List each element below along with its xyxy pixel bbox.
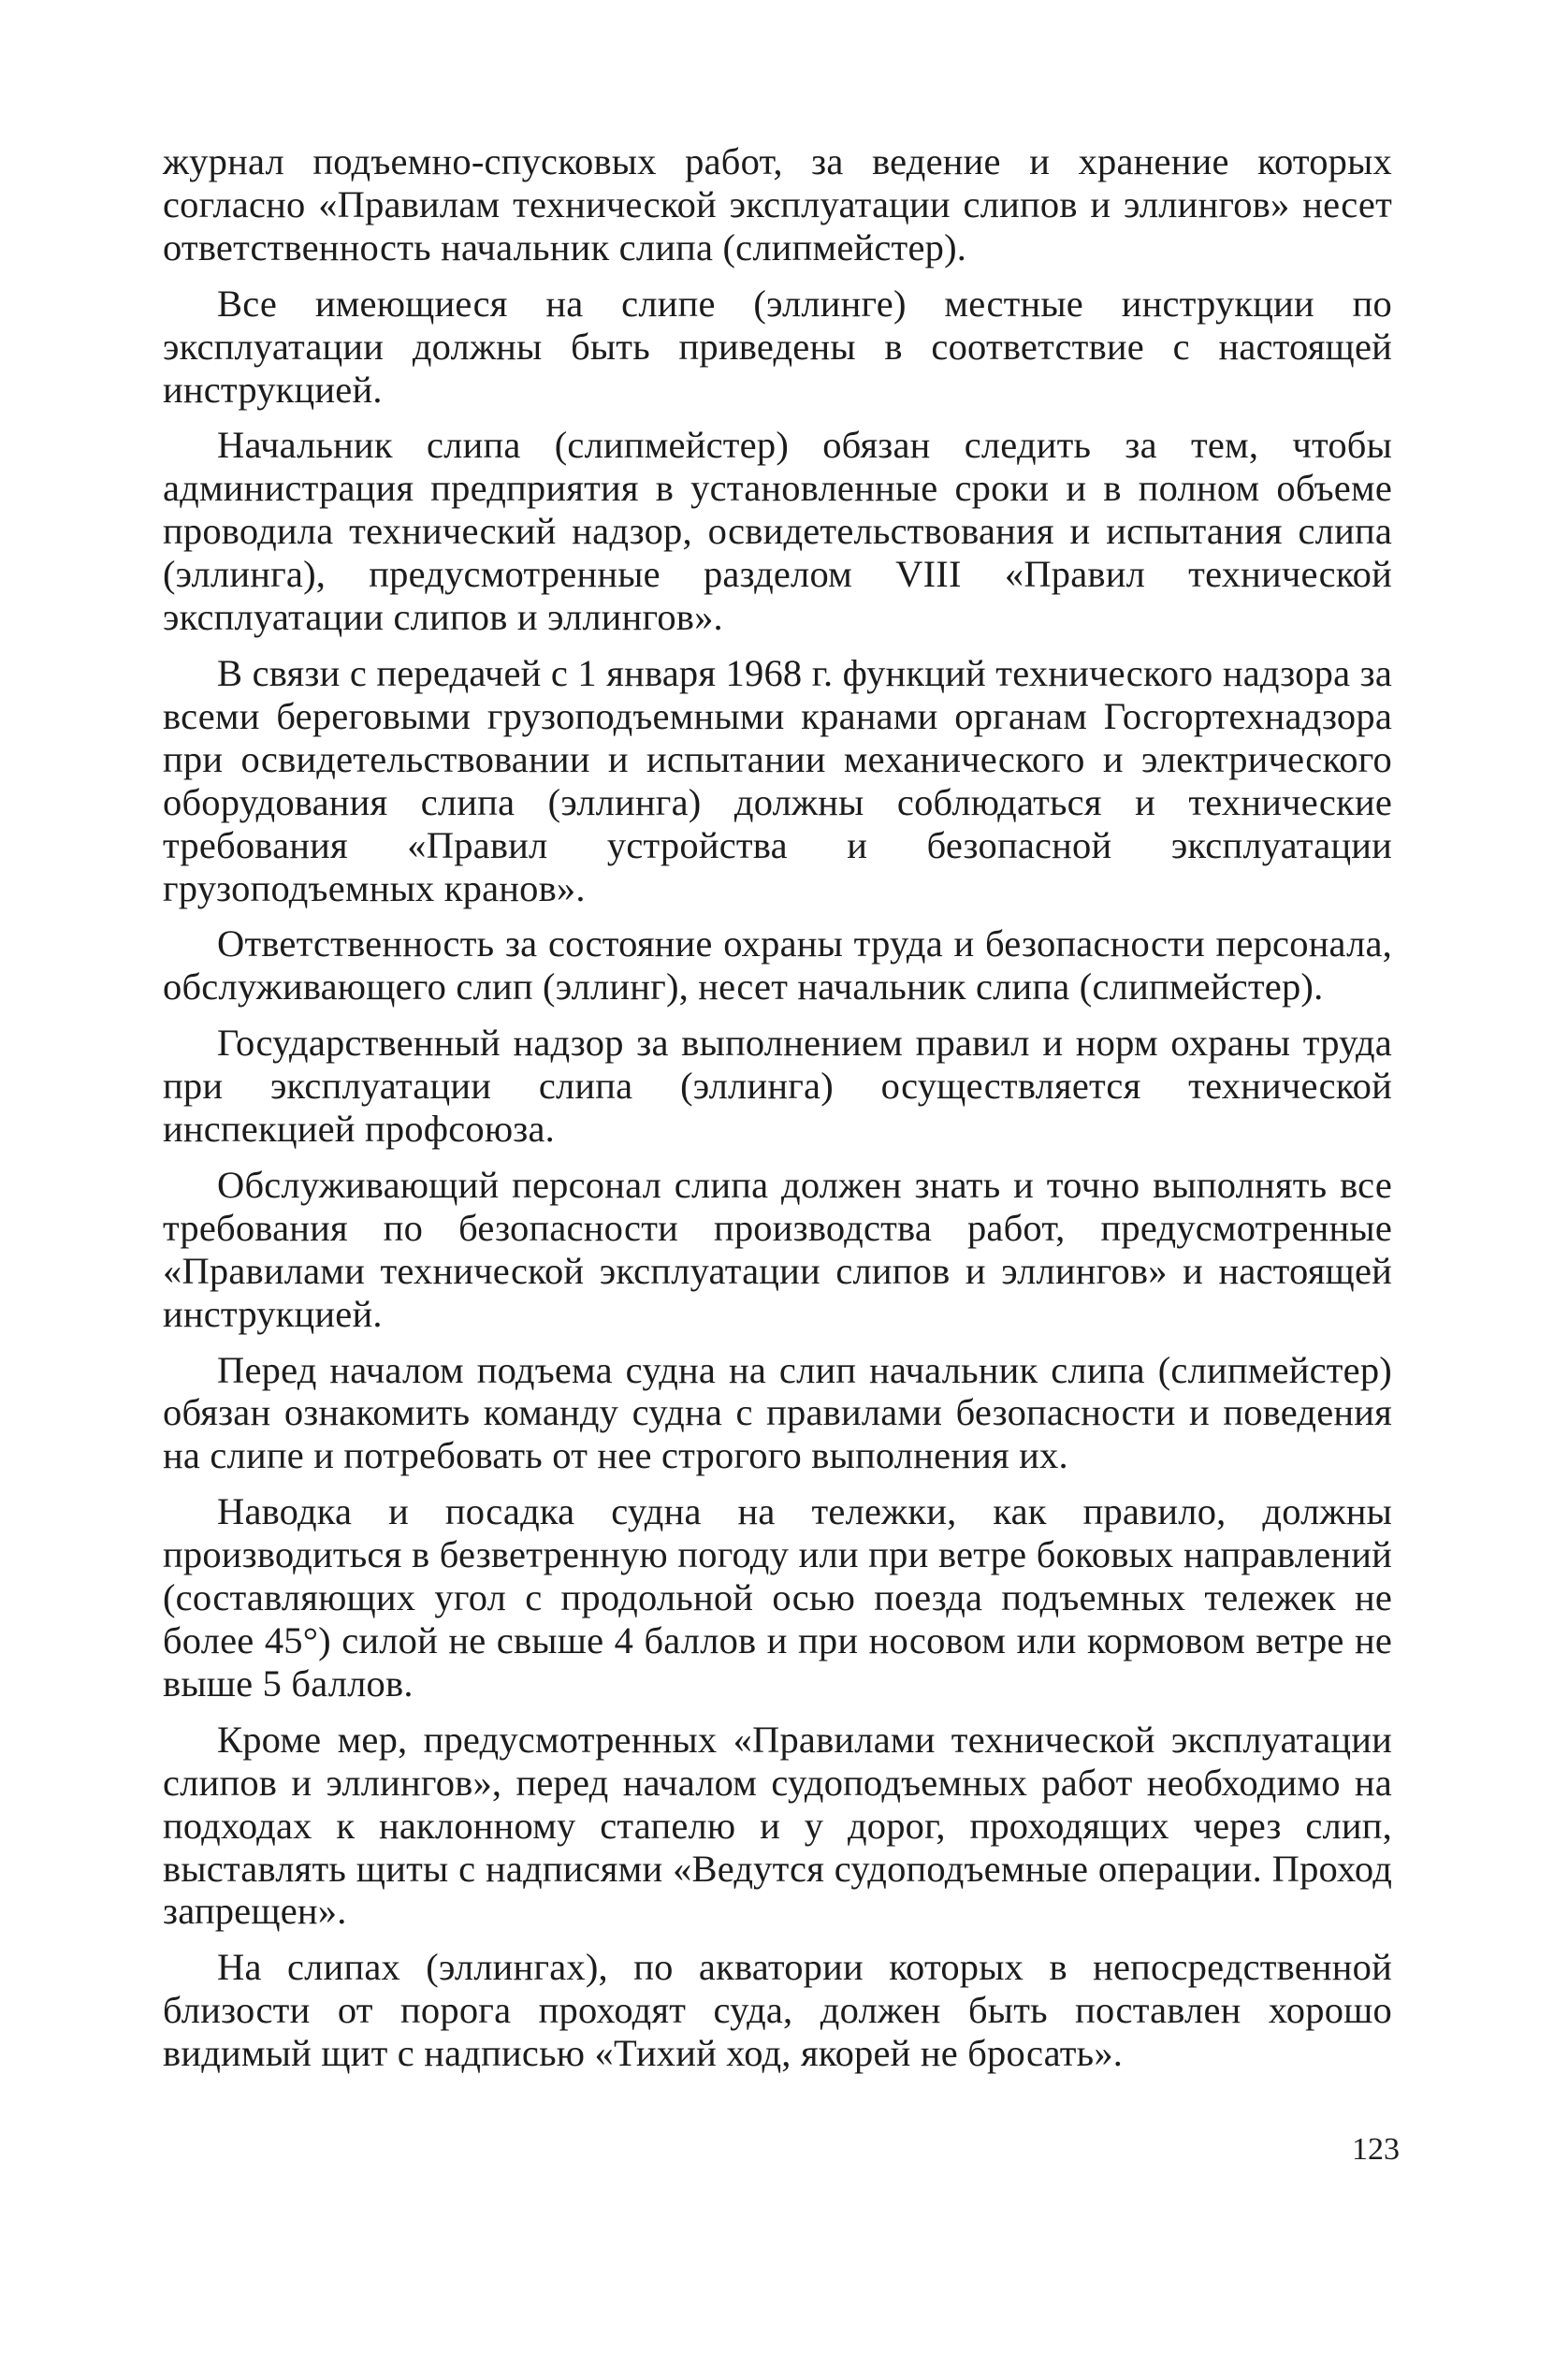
- paragraph-1: журнал подъемно-спусковых работ, за ведение и хранение которых согласно «Правилам технической эксплуатации слипов и эллингов» несет ответственность начальник слипа (слипмейстер).: [163, 140, 1392, 268]
- paragraph-11: На слипах (эллингах), по акватории которых в непосредственной близости от порога проходят суда, должен быть поставлен хорошо видимый щит с надписью «Тихий ход, якорей не бросать».: [163, 1946, 1392, 2075]
- paragraph-6: Государственный надзор за выполнением правил и норм охраны труда при эксплуатации слипа (эллинга) осуществляется технической инспекцией профсоюза.: [163, 1022, 1392, 1151]
- paragraph-10: Кроме мер, предусмотренных «Правилами технической эксплуатации слипов и эллингов», перед началом судоподъемных работ необходимо на подходах к наклонному стапелю и у дорог, проходящих через слип, выставлять щиты с надписями «Ведутся судоподъемные операции. Проход запрещен».: [163, 1718, 1392, 1933]
- paragraph-5: Ответственность за состояние охраны труда и безопасности персонала, обслуживающего слип (эллинг), несет начальник слипа (слипмейстер).: [163, 922, 1392, 1008]
- paragraph-8: Перед началом подъема судна на слип начальник слипа (слипмейстер) обязан ознакомить команду судна с правилами безопасности и поведения на слипе и потребовать от нее строгого выполнения их.: [163, 1348, 1392, 1477]
- page-body: [163, 140, 1392, 2088]
- paragraph-7: Обслуживающий персонал слипа должен знать и точно выполнять все требования по безопасности производства работ, предусмотренные «Правилами технической эксплуатации слипов и эллингов» и настоящей инструкцией.: [163, 1163, 1392, 1335]
- paragraph-9: Наводка и посадка судна на тележки, как правило, должны производиться в безветренную погоду или при ветре боковых направлений (составляющих угол с продольной осью поезда подъемных тележек не более 45°) силой не свыше 4 баллов и при носовом или кормовом ветре не выше 5 баллов.: [163, 1490, 1392, 1705]
- page-number: 123: [1352, 2132, 1400, 2167]
- paragraph-4: В связи с передачей с 1 января 1968 г. функций технического надзора за всеми береговыми грузоподъемными кранами органам Госгортехнадзора при освидетельствовании и испытании механического и электрического оборудования слипа (эллинга) должны соблюдаться и технические требования «Правил устройства и безопасной эксплуатации грузоподъемных кранов».: [163, 651, 1392, 909]
- paragraph-3: Начальник слипа (слипмейстер) обязан следить за тем, чтобы администрация предприятия в установленные сроки и в полном объеме проводила технический надзор, освидетельствования и испытания слипа (эллинга), предусмотренные разделом VIII «Правил технической эксплуатации слипов и эллингов».: [163, 424, 1392, 639]
- paragraph-2: Все имеющиеся на слипе (эллинге) местные инструкции по эксплуатации должны быть приведены в соответствие с настоящей инструкцией.: [163, 282, 1392, 411]
